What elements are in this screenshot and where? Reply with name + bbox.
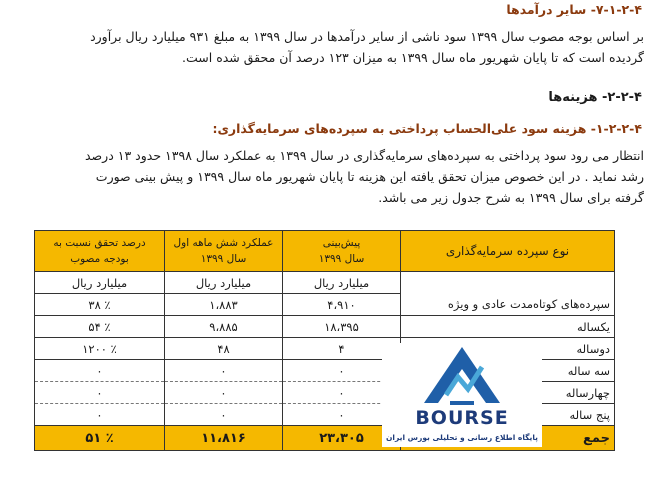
row-type-label: سپرده‌های کوتاه‌مدت عادی و ویژه	[401, 272, 615, 316]
cell-performance: ۹،۸۸۵	[165, 316, 283, 338]
cell-percent: ٪ ۳۸	[35, 294, 165, 316]
cell-performance: ۰	[165, 404, 283, 426]
cell-performance: ۱،۸۸۳	[165, 294, 283, 316]
cell-percent: ۰	[35, 382, 165, 404]
total-forecast: ۲۳،۳۰۵	[283, 426, 401, 451]
unit-performance: میلیارد ریال	[165, 272, 283, 294]
bourse-emblem-icon	[416, 343, 508, 405]
paragraph-line: انتظار می رود سود پرداختی به سپرده‌های سرمایه‌گذاری در سال ۱۳۹۹ به عملکرد سال ۱۳۹۸ حدود ۱۳ درصد	[85, 148, 644, 163]
header-performance: عملکرد شش ماهه اول سال ۱۳۹۹	[165, 231, 283, 272]
heading-deposit-interest: ۱-۲-۲-۴- هزینه سود علی‌الحساب پرداختی به سپرده‌های سرمایه‌گذاری:	[212, 121, 642, 136]
paragraph-deposit-interest	[14, 145, 644, 208]
row-type-label: سه ساله	[401, 360, 615, 382]
header-forecast: پیش‌بینی سال ۱۳۹۹	[283, 231, 401, 272]
table-row	[35, 316, 615, 338]
cell-performance: ۴۸	[165, 338, 283, 360]
header-type: نوع سپرده سرمایه‌گذاری	[401, 231, 615, 272]
row-type-label: یکساله	[401, 316, 615, 338]
cell-forecast: ۴	[283, 338, 401, 360]
row-type-label: پنج ساله	[401, 404, 615, 426]
bourse-logo	[382, 343, 542, 447]
cell-forecast: ۰	[283, 360, 401, 382]
table-unit-row	[35, 272, 615, 294]
cell-forecast: ۱۸،۳۹۵	[283, 316, 401, 338]
heading-expenses: ۲-۲-۴- هزینه‌ها	[548, 90, 642, 105]
paragraph-line: گرفته برای سال ۱۳۹۹ به شرح جدول زیر می باشد.	[378, 190, 644, 205]
cell-performance: ۰	[165, 360, 283, 382]
cell-percent: ٪ ۱۲۰۰	[35, 338, 165, 360]
total-label: جمع	[401, 426, 615, 451]
paragraph-line: رشد نماید . در این خصوص میزان تحقق یافته این هزینه تا پایان شهریور ماه سال ۱۳۹۹ و پیش بینی صورت	[95, 169, 644, 184]
unit-forecast: میلیارد ریال	[283, 272, 401, 294]
cell-percent: ٪ ۵۴	[35, 316, 165, 338]
table-header-row	[35, 231, 615, 272]
paragraph-line: بر اساس بوجه مصوب سال ۱۳۹۹ سود ناشی از سایر درآمدها در سال ۱۳۹۹ به مبلغ ۹۳۱ میلیارد ریال برآورد	[90, 29, 644, 44]
total-performance: ۱۱،۸۱۶	[165, 426, 283, 451]
heading-other-income: ۷-۱-۲-۴- سایر درآمدها	[506, 2, 642, 17]
logo-wordmark: BOURSE	[415, 407, 509, 429]
paragraph-other-income	[14, 26, 644, 68]
cell-forecast: ۰	[283, 404, 401, 426]
unit-percent: میلیارد ریال	[35, 272, 165, 294]
cell-performance: ۰	[165, 382, 283, 404]
cell-percent: ۰	[35, 404, 165, 426]
row-type-label: چهارساله	[401, 382, 615, 404]
logo-tagline: پایگاه اطلاع رسانی و تحلیلی بورس ایران	[386, 433, 538, 442]
cell-percent: ۰	[35, 360, 165, 382]
header-percent: درصد تحقق نسبت به بودجه مصوب	[35, 231, 165, 272]
paragraph-line: گردیده است که تا پایان شهریور ماه سال ۱۳۹۹ به میزان ۱۲۳ درصد آن محقق شده است.	[182, 50, 644, 65]
cell-forecast: ۰	[283, 382, 401, 404]
row-type-label: دوساله	[401, 338, 615, 360]
cell-forecast: ۴،۹۱۰	[283, 294, 401, 316]
total-percent: ٪ ۵۱	[35, 426, 165, 451]
